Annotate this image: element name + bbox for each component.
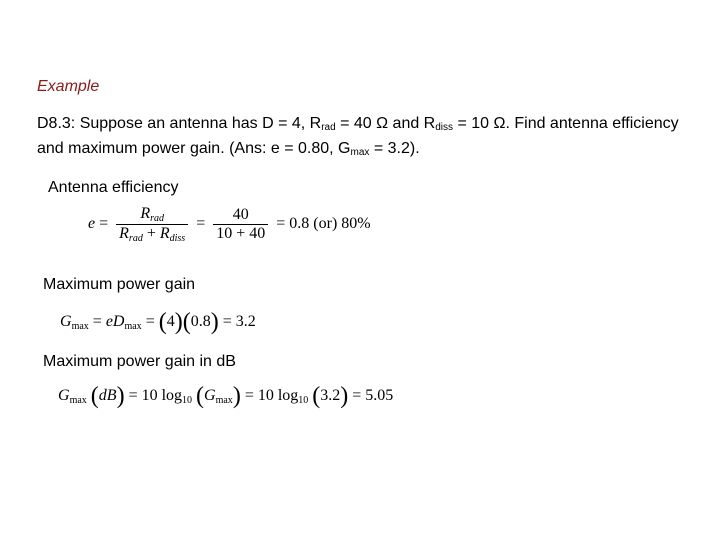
efficiency-fraction: $\frac{R_{rad}}{R_{rad} + R_{diss}}$ [116, 205, 188, 244]
example-heading: Example [37, 78, 100, 95]
gain-db-equation: $G_{max}$ (dB) = 10 $\log_{10} (G_{max}) = 10$ $\log_{10} (3.2) = 5.05$ [58, 383, 394, 409]
efficiency-label: Antenna efficiency [48, 179, 179, 196]
gain-db-label: Maximum power gain in dB [43, 353, 236, 370]
problem-statement: D8.3: Suppose an antenna has D = 4, $R_{rad} = 40$ Ω and $R_{diss} = 10$ Ω. Find antenna efficiency and maximum power gain. (Ans: e = 0.80, $G_{max} = 3.2$). [37, 115, 679, 158]
efficiency-numeric-fraction: $\frac{40}{10 + 40}$ [213, 206, 268, 243]
gain-label: Maximum power gain [43, 276, 196, 293]
efficiency-equation: e = $\frac{R_{rad}}{R_{rad} + R_{diss}}$ = $\frac{40}{10 + 40}$ = 0.8 (or) 80% [88, 205, 371, 244]
gain-equation: $G_{max} = eD_{max} = (4)(0.8) = 3.2$ [60, 309, 256, 335]
